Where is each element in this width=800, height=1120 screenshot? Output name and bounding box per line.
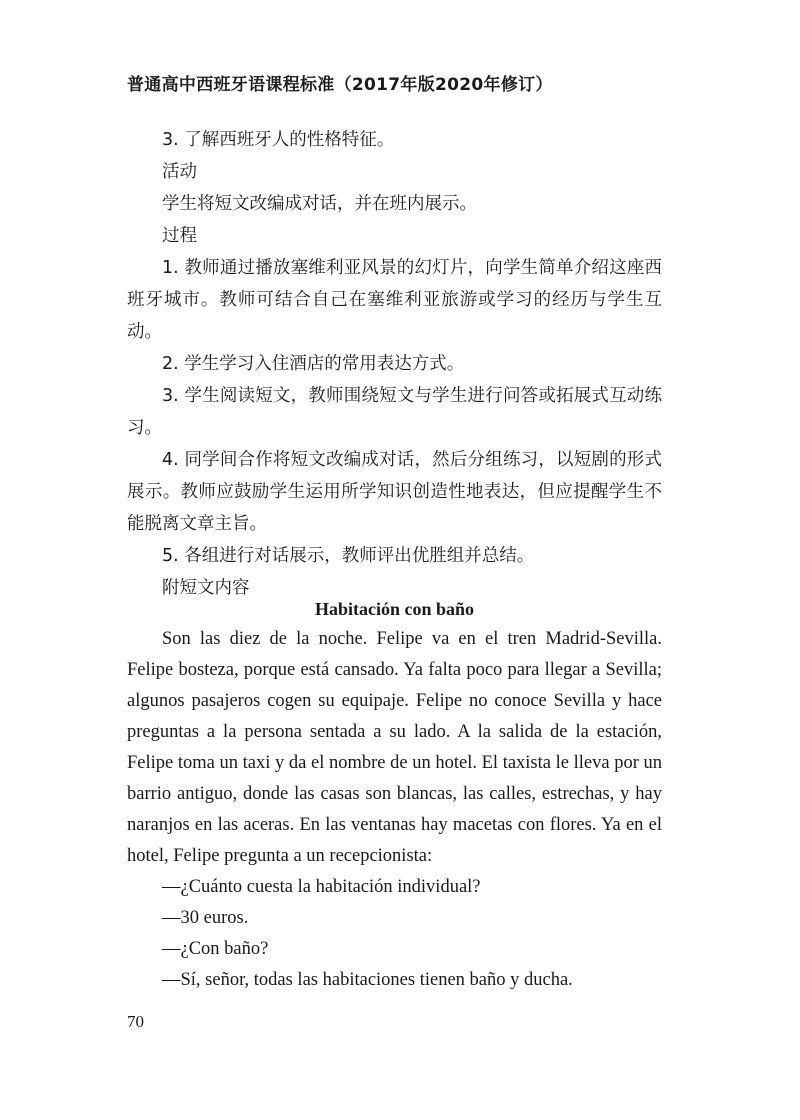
activity-text: 学生将短文改编成对话，并在班内展示。 (162, 194, 477, 214)
appendix-heading: 附短文内容 (162, 578, 250, 598)
dialogue-line: —¿Con baño? (162, 939, 269, 959)
passage-title: Habitación con baño (314, 599, 475, 619)
objective-item-3: 3. 了解西班牙人的性格特征。 (162, 130, 395, 150)
running-header: 普通高中西班牙语课程标准（2017年版2020年修订） (127, 75, 553, 95)
process-step: 1. 教师通过播放塞维利亚风景的幻灯片，向学生简单介绍这座西班牙城市。教师可结合自己在塞维利亚旅游或学习的经历与学生互动。 (127, 258, 662, 342)
process-step: 3. 学生阅读短文，教师围绕短文与学生进行问答或拓展式互动练习。 (127, 386, 662, 438)
dialogue-line: —30 euros. (162, 908, 249, 928)
passage-paragraph: Son las diez de la noche. Felipe va en el tren Madrid-Sevilla. Felipe bosteza, porque está cansado. Ya falta poco para llegar a Sevilla; algunos pasajeros cogen su equipaje. Felipe no conoce Sevilla y hace preguntas a la persona sentada a su lado. A la salida de la estación, Felipe toma un taxi y da el nombre de un hotel. El taxista le lleva por un barrio antiguo, donde las casas son blancas, las calles, estrechas, y hay naranjos en las aceras. En las ventanas hay macetas con flores. Ya en el hotel, Felipe pregunta a un recepcionista: (127, 629, 662, 866)
process-step: 5. 各组进行对话展示，教师评出优胜组并总结。 (162, 546, 535, 566)
page-number: 70 (127, 1012, 144, 1031)
activity-heading: 活动 (162, 162, 197, 182)
dialogue-line: —¿Cuánto cuesta la habitación individual? (162, 877, 481, 897)
dialogue-line: —Sí, señor, todas las habitaciones tienen baño y ducha. (162, 970, 573, 990)
process-step: 4. 同学间合作将短文改编成对话，然后分组练习，以短剧的形式展示。教师应鼓励学生运用所学知识创造性地表达，但应提醒学生不能脱离文章主旨。 (127, 450, 662, 534)
lesson-body (127, 124, 662, 604)
process-heading: 过程 (162, 226, 197, 246)
process-step: 2. 学生学习入住酒店的常用表达方式。 (162, 354, 465, 374)
passage-text (127, 624, 662, 996)
